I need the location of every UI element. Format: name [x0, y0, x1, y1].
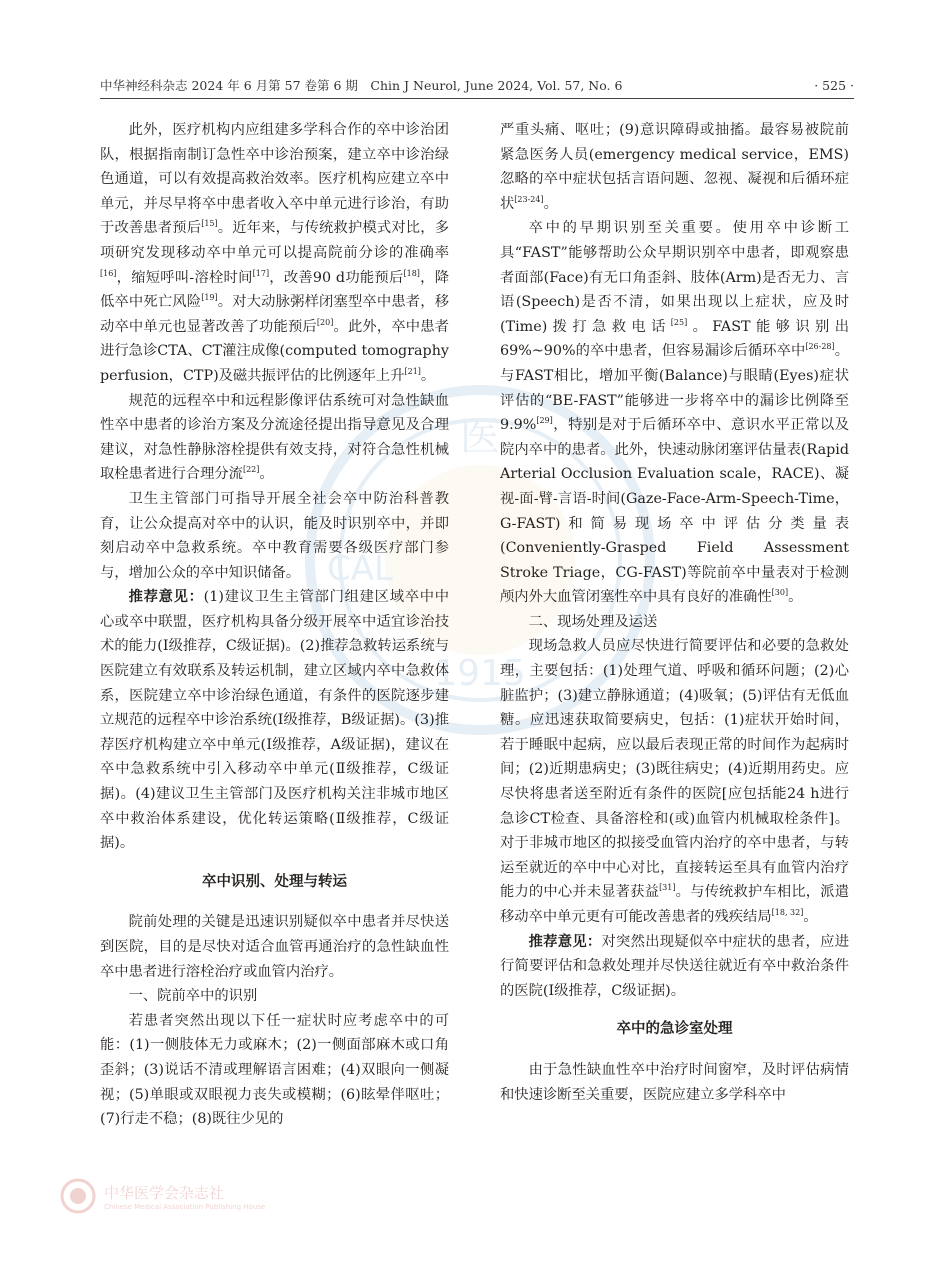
- citation: [18]: [403, 268, 420, 278]
- publisher-name-en: Chinese Medical Association Publishing House: [104, 1202, 266, 1211]
- header-rule: [100, 98, 854, 99]
- left-column: [100, 118, 449, 1132]
- recommendation-1: 推荐意见：(1)建议卫生主管部门组建区域卒中中心或卒中联盟，医疗机构具备分级开展卒中适宜诊治技术的能力(Ⅰ级推荐，C级证据)。(2)推荐急救转运系统与医院建立有效联系及转运机制，建立区域内卒中急救体系，医院建立卒中诊治绿色通道，有条件的医院逐步建立规范的远程卒中诊治系统(Ⅰ级推荐，B级证据)。(3)推荐医疗机构建立卒中单元(Ⅰ级推荐，A级证据)，建议在卒中急救系统中引入移动卒中单元(Ⅱ级推荐，C级证据)。(4)建议卫生主管部门及医疗机构关注非城市地区卒中救治体系建设，优化转运策略(Ⅱ级推荐，C级证据)。: [100, 589, 450, 852]
- publisher-name-cn: 中华医学会杂志社: [104, 1183, 225, 1202]
- citation: [30]: [771, 588, 789, 598]
- paragraph-symptoms-cont: 严重头痛、呕吐；(9)意识障碍或抽搐。最容易被院前紧急医务人员(emergency medical service，EMS)忽略的卒中症状包括言语问题、忽视、凝视和后循环症状[23-24]。: [500, 122, 849, 212]
- journal-citation: 中华神经科杂志 2024 年 6 月第 57 卷第 6 期 Chin J Neurol, June 2024, Vol. 57, No. 6: [100, 78, 623, 93]
- citation: [19]: [201, 293, 218, 303]
- citation: [17]: [252, 268, 270, 278]
- section-title-recognition: 卒中识别、处理与转运: [202, 872, 347, 890]
- citation: [23-24]: [514, 195, 544, 205]
- running-header: [100, 74, 854, 96]
- paragraph-care-team: 此外，医疗机构内应组建多学科合作的卒中诊治团队，根据指南制订急性卒中诊治预案，建立卒中诊治绿色通道，可以有效提高救治效率。医疗机构应建立卒中单元，并尽早将卒中患者收入卒中单元进行诊治，有助于改善患者预后[15]。近年来，与传统救护模式对比，多项研究发现移动卒中单元可以提高院前分诊的准确率[16]，缩短呼叫-溶栓时间[17]，改善90 d功能预后[18]，降低卒中死亡风险[19]。对大动脉粥样闭塞型卒中患者，移动卒中单元也显著改善了功能预后[20]。此外，卒中患者进行急诊CTA、CT灌注成像(computed tomography perfusion，CTP)及磁共振评估的比例逐年上升[21]。: [100, 122, 450, 384]
- citation: [29]: [536, 416, 553, 426]
- paragraph-onsite: 现场急救人员应尽快进行简要评估和必要的急救处理，主要包括：(1)处理气道、呼吸和循环问题；(2)心脏监护；(3)建立静脉通道；(4)吸氧；(5)评估有无低血糖。应迅速获取简要病史，包括：(1)症状开始时间，若于睡眠中起病，应以最后表现正常的时间作为起病时间；(2)近期患病史；(3)既往病史；(4)近期用药史。应尽快将患者送至附近有条件的医院[应包括能24 h进行急诊CT检查、具备溶栓和(或)血管内机械取栓条件]。对于非城市地区的拟接受血管内治疗的卒中患者，与转运至就近的卒中中心对比，直接转运至具有血管内治疗能力的中心并未显著获益[31]。与传统救护车相比，派遣移动卒中单元更有可能改善患者的残疾结局[18, 32]。: [500, 638, 850, 925]
- paragraph-prehospital: 院前处理的关键是迅速识别疑似卒中患者并尽快送到医院，目的是尽快对适合血管再通治疗的急性缺血性卒中患者进行溶栓治疗或血管内治疗。: [100, 914, 449, 980]
- citation: [21]: [404, 367, 421, 377]
- recommendation-2: 推荐意见：对突然出现疑似卒中症状的患者，应进行简要评估和急救处理并尽快送往就近有卒中救治条件的医院(Ⅰ级推荐，C级证据)。: [500, 933, 850, 999]
- citation: [25]: [670, 317, 688, 327]
- subheading-onsite-transport: 二、现场处理及运送: [528, 613, 658, 630]
- citation: [31]: [659, 883, 676, 893]
- recommendation-label: 推荐意见：: [528, 933, 602, 950]
- subheading-prehospital-recognition: 一、院前卒中的识别: [128, 988, 258, 1005]
- publisher-logo: [60, 1178, 265, 1214]
- seal-year: 1915: [434, 653, 526, 694]
- paragraph-emergency: 由于急性缺血性卒中治疗时间窗窄，及时评估病情和快速诊断至关重要，医院应建立多学科卒中: [500, 1061, 849, 1103]
- seal-char: 医: [460, 414, 500, 460]
- section-title-emergency-room: 卒中的急诊室处理: [616, 1020, 733, 1038]
- paragraph-fast: 卒中的早期识别至关重要。使用卒中诊断工具“FAST”能够帮助公众早期识别卒中患者，即观察患者面部(Face)有无口角歪斜、肢体(Arm)是否无力、言语(Speech)是否不清，如果出现以上症状，应及时(Time)拨打急救电话[25]。FAST能够识别出69%~90%的卒中患者，但容易漏诊后循环卒中[26-28]。与FAST相比，增加平衡(Balance)与眼睛(Eyes)症状评估的“BE-FAST”能够进一步将卒中的漏诊比例降至9.9%[29]，特别是对于后循环卒中、意识水平正常以及院内卒中的患者。此外，快速动脉闭塞评估量表(Rapid Arterial Occlusion Evaluation scale，RACE)、凝视-面-臂-言语-时间(Gaze-Face-Arm-Speech-Time，G-FAST)和简易现场卒中评估分类量表(Conveniently-Grasped Field Assessment Stroke Triage，CG-FAST)等院前卒中量表对于检测颅内外大血管闭塞性卒中具有良好的准确性[30]。: [500, 220, 849, 606]
- right-column: [500, 118, 849, 1107]
- citation: [18, 32]: [771, 908, 804, 918]
- seal-abbr: CAL: [327, 549, 393, 589]
- page-number: · 525 ·: [814, 77, 854, 93]
- paragraph-telestroke: 规范的远程卒中和远程影像评估系统可对急性缺血性卒中患者的诊治方案及分流途径提出指导意见及合理建议，对急性静脉溶栓提供有效支持，对符合急性机械取栓患者进行合理分流[22]。: [100, 392, 449, 483]
- paragraph-symptoms: 若患者突然出现以下任一症状时应考虑卒中的可能：(1)一侧肢体无力或麻木；(2)一侧面部麻木或口角歪斜；(3)说话不清或理解语言困难；(4)双眼向一侧凝视；(5)单眼或双眼视力丧失或模糊；(6)眩晕伴呕吐；(7)行走不稳；(8)既往少见的: [100, 1012, 449, 1128]
- recommendation-label: 推荐意见：: [128, 589, 204, 606]
- paragraph-public-education: 卫生主管部门可指导开展全社会卒中防治科普教育，让公众提高对卒中的认识，能及时识别卒中，并即刻启动卒中急救系统。卒中教育需要各级医疗部门参与，增加公众的卒中知识储备。: [100, 490, 449, 581]
- publisher-emblem-icon: [60, 1178, 96, 1214]
- citation: [16]: [100, 268, 117, 278]
- citation: [26-28]: [805, 342, 835, 352]
- citation: [20]: [316, 317, 334, 327]
- citation: [22]: [242, 465, 260, 475]
- citation: [15]: [201, 219, 218, 229]
